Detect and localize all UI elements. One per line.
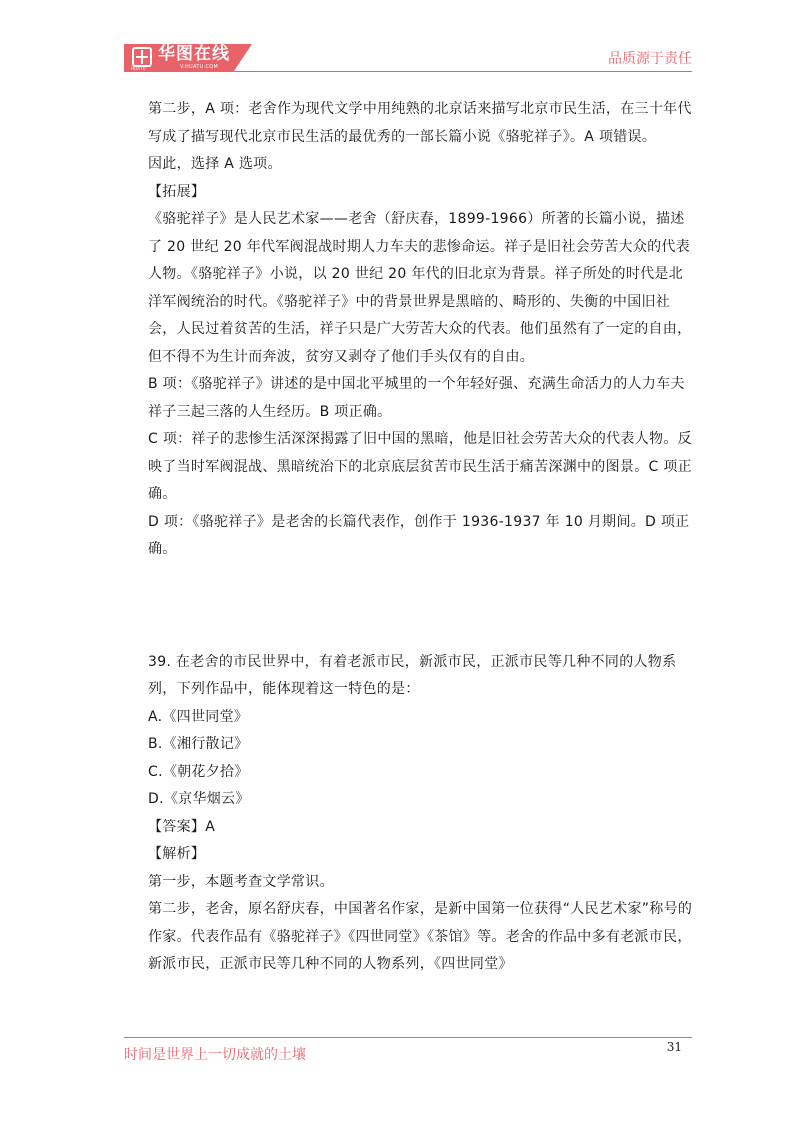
header-slogan: 品质源于责任 [608, 51, 692, 67]
paragraph-option-b: B 项：《骆驼祥子》讲述的是中国北平城里的一个年轻好强、充满生命活力的人力车夫祥子三起三落的人生经历。B 项正确。 [148, 376, 685, 420]
extension-label: 【拓展】 [148, 183, 206, 200]
answer-label: 【答案】A [148, 818, 216, 835]
section-gap [148, 564, 696, 649]
option-d: D.《京华烟云》 [148, 791, 250, 807]
option-c: C.《朝花夕拾》 [148, 763, 249, 780]
paragraph-step2: 第二步，A 项：老舍作为现代文学中用纯熟的北京话来描写北京市民生活，在三十年代写成了描写现代北京市民生活的最优秀的一部长篇小说《骆驼祥子》。A 项错误。 [148, 101, 692, 145]
option-a: A.《四世同堂》 [148, 708, 249, 725]
paragraph-option-d: D 项：《骆驼祥子》是老舍的长篇代表作，创作于 1936-1937 年 10 月期间。D 项正确。 [148, 513, 690, 557]
header-divider [124, 71, 692, 72]
document-body [148, 96, 696, 979]
footer-slogan: 时间是世界上一切成就的土壤 [124, 1047, 306, 1063]
option-b: B.《湘行散记》 [148, 736, 249, 752]
paragraph-option-c: C 项：祥子的悲惨生活深深揭露了旧中国的黑暗，他是旧社会劳苦大众的代表人物。反映了当时军阀混战、黑暗统治下的北京底层贫苦市民生活于痛苦深渊中的图景。C 项正确。 [148, 431, 692, 502]
brand-url: V.HUATU.COM [180, 64, 219, 70]
footer-divider [124, 1037, 692, 1038]
brand-sub: HUATU [131, 66, 146, 71]
page-header [0, 0, 800, 80]
paragraph-conclusion: 因此，选择 A 选项。 [148, 156, 282, 172]
paragraph-extension: 《骆驼祥子》是人民艺术家——老舍（舒庆春，1899-1966）所著的长篇小说，描述了 20 世纪 20 年代军阀混战时期人力车夫的悲惨命运。祥子是旧社会劳苦大众的代表人物。《骆驼祥子》小说，以 20 世纪 20 年代的旧北京为背景。祥子所处的时代是北洋军阀统治的时代。《骆驼祥子》中的背景世界是黑暗的、畸形的、失衡的中国旧社会，人民过着贫苦的生活，祥子只是广大劳苦大众的代表。他们虽然有了一定的自由，但不得不为生计而奔波，贫穷又剥夺了他们手头仅有的自由。 [148, 211, 692, 365]
analysis-label: 【解析】 [148, 846, 206, 862]
brand-logo-icon [132, 47, 152, 67]
analysis-step2: 第二步，老舍，原名舒庆春，中国著名作家，是新中国第一位获得“人民艺术家”称号的作家。代表作品有《骆驼祥子》《四世同堂》《茶馆》等。老舍的作品中多有老派市民，新派市民，正派市民等几种不同的人物系列，《四世同堂》 [148, 901, 693, 972]
page-number: 31 [666, 1040, 682, 1054]
brand-name: 华图在线 [158, 44, 230, 64]
question-text: 39. 在老舍的市民世界中，有着老派市民，新派市民，正派市民等几种不同的人物系列，下列作品中，能体现着这一特色的是： [148, 653, 677, 697]
analysis-step1: 第一步，本题考查文学常识。 [148, 873, 334, 890]
